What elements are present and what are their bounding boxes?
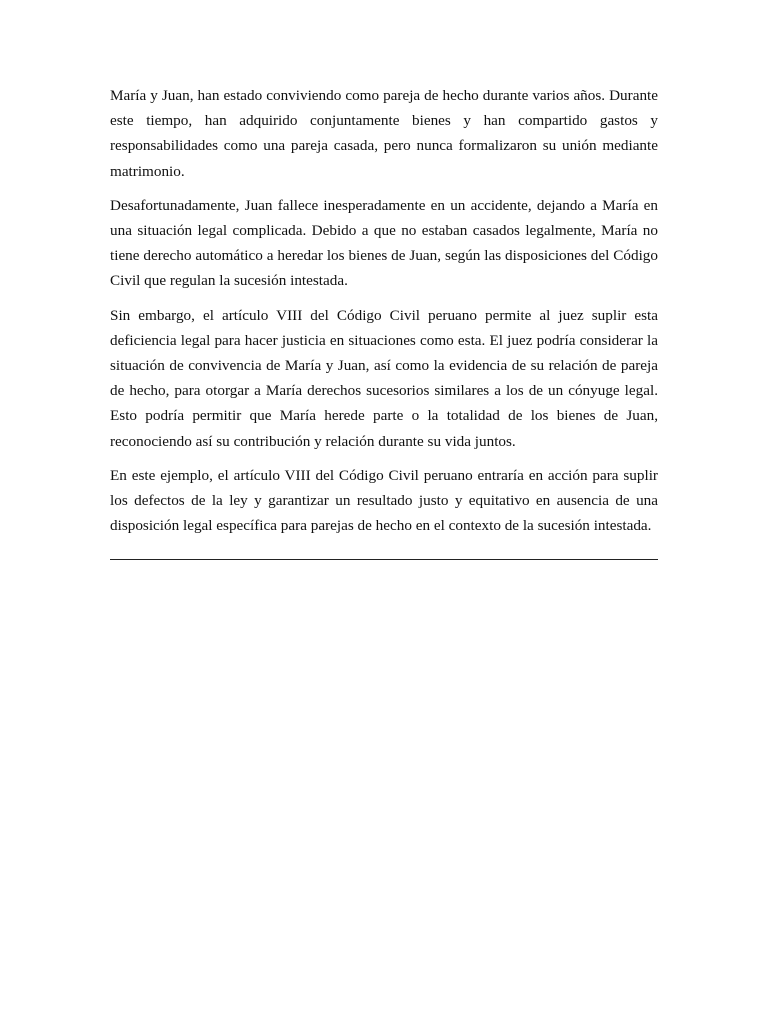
bottom-rule bbox=[110, 559, 658, 560]
paragraph-1: María y Juan, han estado conviviendo como pareja de hecho durante varios años. Durante este tiempo, han adquirido conjuntamente bienes y han compartido gastos y responsabilidades como una pareja casada, pero nunca formalizaron su unión mediante matrimonio. bbox=[110, 87, 658, 180]
paragraph-2: Desafortunadamente, Juan fallece inesperadamente en un accidente, dejando a María en una situación legal complicada. Debido a que no estaban casados legalmente, María no tiene derecho automático a heredar los bienes de Juan, según las disposiciones del Código Civil que regulan la sucesión intestada. bbox=[110, 196, 658, 290]
document-body bbox=[110, 83, 658, 538]
paragraph-4: En este ejemplo, el artículo VIII del Código Civil peruano entraría en acción para suplir los defectos de la ley y garantizar un resultado justo y equitativo en ausencia de una disposición legal específica para parejas de hecho en el contexto de la sucesión intestada. bbox=[110, 466, 658, 535]
paragraph-3: Sin embargo, el artículo VIII del Código Civil peruano permite al juez suplir esta deficiencia legal para hacer justicia en situaciones como esta. El juez podría considerar la situación de convivencia de María y Juan, así como la evidencia de su relación de pareja de hecho, para otorgar a María derechos sucesorios similares a los de un cónyuge legal. Esto podría permitir que María herede parte o la totalidad de los bienes de Juan, reconociendo así su contribución y relación durante su vida juntos. bbox=[110, 306, 658, 450]
